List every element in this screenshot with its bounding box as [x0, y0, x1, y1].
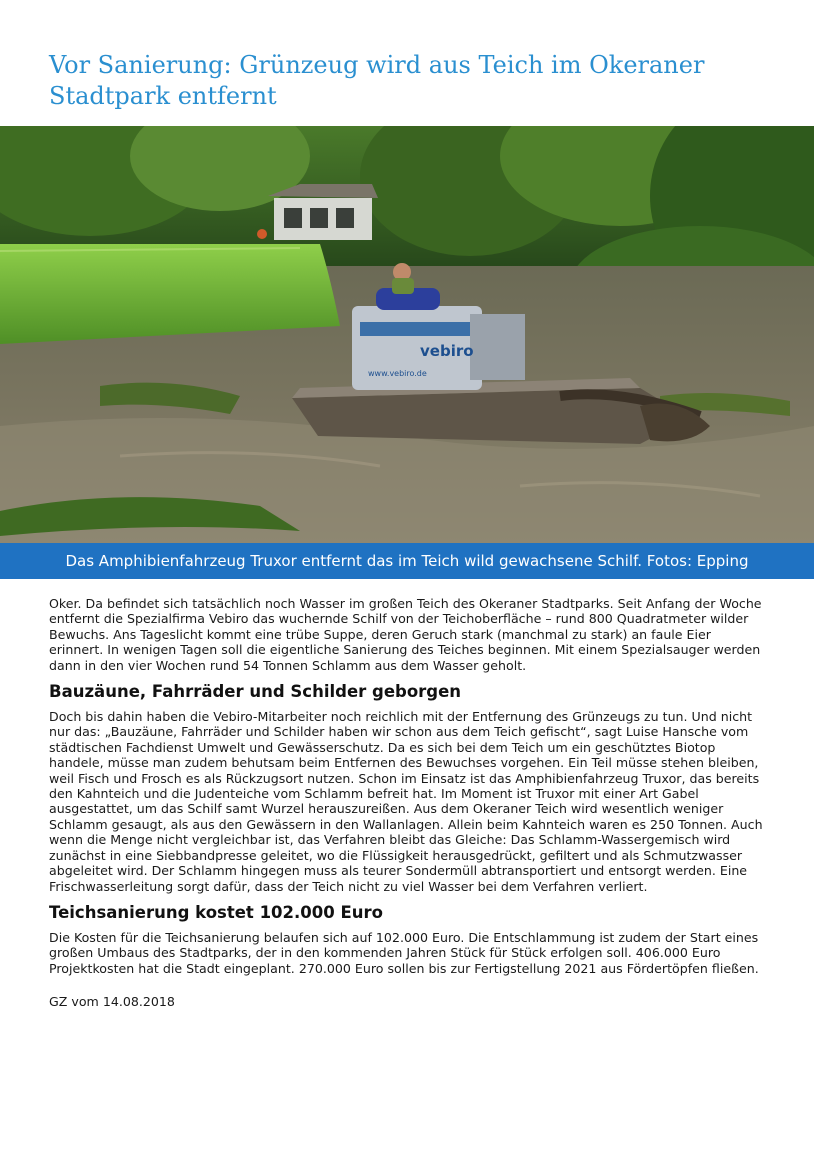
vehicle-brand-label: vebiro [420, 342, 474, 360]
article-photo [0, 126, 814, 544]
photo-caption-bar [0, 543, 814, 579]
pond-photo-illustration [0, 126, 814, 544]
article-body [49, 596, 767, 1009]
vehicle-url-label: www.vebiro.de [368, 369, 427, 378]
article-headline: Vor Sanierung: Grünzeug wird aus Teich im Okeraner Stadtpark entfernt [49, 51, 705, 110]
costs-paragraph: Die Kosten für die Teichsanierung belaufen sich auf 102.000 Euro. Die Entschlammung ist zudem der Start eines großen Umbaus des Stadtparks, der in den kommenden Jahren Stück für Stück erfolgen soll. 406.000 Euro Projektkosten hat die Stadt eingeplant. 270.000 Euro sollen bis zur Fertigstellung 2021 aus Fördertöpfen fließen. [49, 929, 759, 976]
intro-paragraph: Oker. Da befindet sich tatsächlich noch Wasser im großen Teich des Okeraner Stadtparks. Seit Anfang der Woche entfernt die Spezialfirma Vebiro das wuchernde Schilf von der Teichoberfläche – rund 800 Quadratmeter wilder Bewuchs. Ans Tageslicht kommt eine trübe Suppe, deren Geruch stark (manchmal zu stark) an faule Eier erinnert. In wenigen Tagen soll die eigentliche Sanierung des Teiches beginnen. Mit einem Spezialsauger werden dann in den vier Wochen rund 54 Tonnen Schlamm aus dem Wasser geholt. [49, 596, 762, 673]
subheading-salvage: Bauzäune, Fahrräder und Schilder geborgen [49, 682, 462, 702]
source-date: GZ vom 14.08.2018 [49, 994, 175, 1010]
subheading-costs: Teichsanierung kostet 102.000 Euro [49, 902, 383, 922]
photo-caption: Das Amphibienfahrzeug Truxor entfernt das im Teich wild gewachsene Schilf. Fotos: Epping [65, 552, 749, 570]
salvage-paragraph: Doch bis dahin haben die Vebiro-Mitarbeiter noch reichlich mit der Entfernung des Grünzeugs zu tun. Und nicht nur das: „Bauzäune, Fahrräder und Schilder haben wir schon aus dem Teich gefischt“, sagt Luise Hansche vom städtischen Fachdienst Umwelt und Gewässerschutz. Da es sich bei dem Teich um ein geschütztes Biotop handele, müsse man zudem behutsam beim Entfernen des Bewuchses vorgehen. Ein Teil müsse stehen bleiben, weil Fisch und Frosch es als Rückzugsort nutzen. Schon im Einsatz ist das Amphibienfahrzeug Truxor, das bereits den Kahnteich und die Judenteiche vom Schlamm befreit hat. Im Moment ist Truxor mit einer Art Gabel ausgestattet, um das Schilf samt Wurzel herauszureißen. Aus dem Okeraner Teich wird wesentlich weniger Schlamm gesaugt, als aus den Gewässern in den Wallanlagen. Allein beim Kahnteich waren es 250 Tonnen. Auch wenn die Menge nicht vergleichbar ist, das Verfahren bleibt das Gleiche: Das Schlamm-Wassergemisch wird zunächst in eine Siebbandpresse geleitet, wo die Flüssigkeit herausgedrückt, gefiltert und als Schmutzwasser abgeleitet wird. Der Schlamm hingegen muss als teurer Sondermüll abtransportiert und entsorgt werden. Eine Frischwasserleitung sorgt dafür, dass der Teich nicht zu viel Wasser bei dem Verfahren verliert. [49, 709, 763, 894]
